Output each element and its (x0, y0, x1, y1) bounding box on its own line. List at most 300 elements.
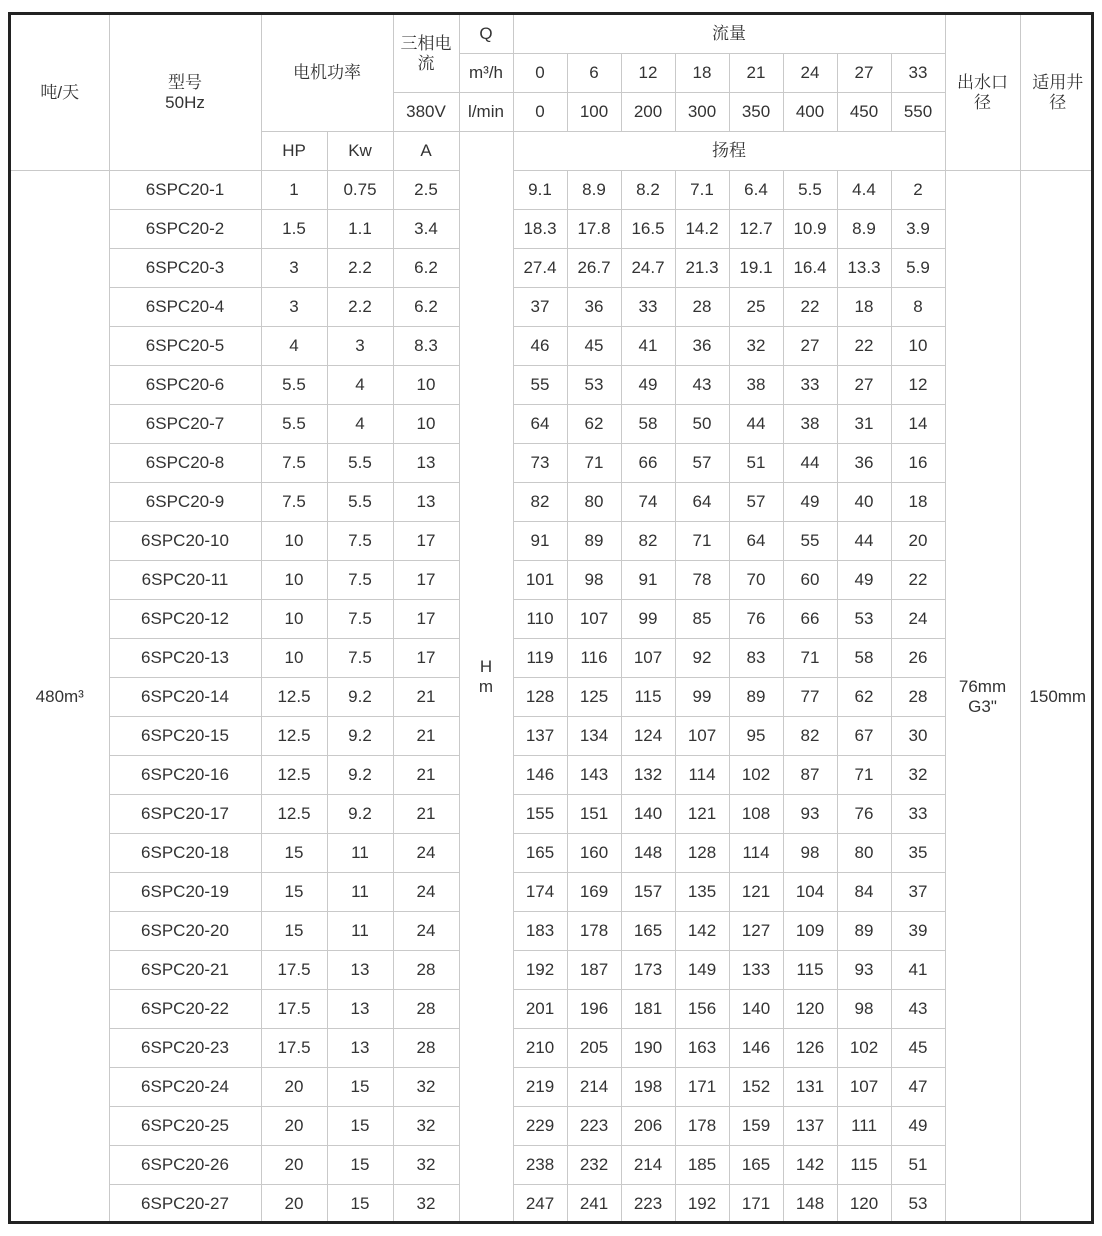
head-cell: 3.9 (891, 210, 945, 249)
table-row (11, 327, 1094, 366)
kw-cell: 7.5 (327, 639, 393, 678)
amp-cell: 17 (393, 522, 459, 561)
head-cell: 36 (837, 444, 891, 483)
model-cell: 6SPC20-22 (109, 990, 261, 1029)
model-cell: 6SPC20-6 (109, 366, 261, 405)
head-cell: 22 (837, 327, 891, 366)
head-cell: 128 (675, 834, 729, 873)
head-cell: 62 (837, 678, 891, 717)
head-cell: 38 (729, 366, 783, 405)
head-cell: 26.7 (567, 249, 621, 288)
head-cell: 7.1 (675, 171, 729, 210)
kw-cell: 5.5 (327, 444, 393, 483)
model-cell: 6SPC20-16 (109, 756, 261, 795)
head-cell: 12.7 (729, 210, 783, 249)
head-cell: 174 (513, 873, 567, 912)
hp-header: HP (261, 132, 327, 171)
head-cell: 49 (891, 1107, 945, 1146)
current-label-line2: 流 (417, 53, 435, 73)
hp-cell: 20 (261, 1068, 327, 1107)
kw-cell: 15 (327, 1068, 393, 1107)
head-cell: 41 (621, 327, 675, 366)
head-cell: 119 (513, 639, 567, 678)
amp-cell: 32 (393, 1185, 459, 1224)
model-cell: 6SPC20-4 (109, 288, 261, 327)
kw-cell: 15 (327, 1107, 393, 1146)
head-cell: 51 (729, 444, 783, 483)
head-cell: 64 (675, 483, 729, 522)
table-row (11, 795, 1094, 834)
head-cell: 85 (675, 600, 729, 639)
table-row (11, 756, 1094, 795)
header-row-1 (11, 15, 1094, 54)
head-cell: 110 (513, 600, 567, 639)
head-cell: 102 (837, 1029, 891, 1068)
head-cell: 148 (621, 834, 675, 873)
kw-cell: 0.75 (327, 171, 393, 210)
head-cell: 128 (513, 678, 567, 717)
model-cell: 6SPC20-1 (109, 171, 261, 210)
flow-lmin-cell: 400 (783, 93, 837, 132)
head-cell: 89 (567, 522, 621, 561)
model-cell: 6SPC20-14 (109, 678, 261, 717)
head-cell: 12 (891, 366, 945, 405)
flow-m3h-cell: 6 (567, 54, 621, 93)
hp-cell: 12.5 (261, 678, 327, 717)
hp-cell: 12.5 (261, 756, 327, 795)
hp-cell: 5.5 (261, 405, 327, 444)
table-row (11, 366, 1094, 405)
head-cell: 8.9 (837, 210, 891, 249)
head-cell: 93 (783, 795, 837, 834)
pump-spec-table (11, 15, 1094, 1224)
table-row (11, 288, 1094, 327)
head-header: 扬程 (513, 132, 945, 171)
hp-cell: 15 (261, 912, 327, 951)
head-cell: 183 (513, 912, 567, 951)
amp-cell: 32 (393, 1068, 459, 1107)
head-cell: 28 (675, 288, 729, 327)
unit-lmin: l/min (459, 93, 513, 132)
hp-cell: 7.5 (261, 483, 327, 522)
head-cell: 6.4 (729, 171, 783, 210)
head-cell: 66 (621, 444, 675, 483)
head-cell: 125 (567, 678, 621, 717)
amp-header: A (393, 132, 459, 171)
head-cell: 49 (837, 561, 891, 600)
motor-power-header: 电机功率 (261, 15, 393, 132)
head-cell: 10 (891, 327, 945, 366)
head-cell: 115 (783, 951, 837, 990)
head-cell: 151 (567, 795, 621, 834)
head-cell: 71 (783, 639, 837, 678)
head-cell: 17.8 (567, 210, 621, 249)
head-cell: 18 (837, 288, 891, 327)
table-row (11, 444, 1094, 483)
head-cell: 33 (783, 366, 837, 405)
head-cell: 33 (891, 795, 945, 834)
head-cell: 115 (837, 1146, 891, 1185)
head-cell: 98 (567, 561, 621, 600)
well-label-line2: 径 (1049, 92, 1067, 112)
flow-header: 流量 (513, 15, 945, 54)
head-cell: 4.4 (837, 171, 891, 210)
head-cell: 74 (621, 483, 675, 522)
model-cell: 6SPC20-24 (109, 1068, 261, 1107)
head-cell: 27.4 (513, 249, 567, 288)
head-cell: 77 (783, 678, 837, 717)
model-cell: 6SPC20-8 (109, 444, 261, 483)
head-cell: 33 (621, 288, 675, 327)
head-cell: 181 (621, 990, 675, 1029)
model-cell: 6SPC20-23 (109, 1029, 261, 1068)
outlet-label-line2: 径 (974, 92, 991, 112)
table-row (11, 561, 1094, 600)
head-cell: 171 (729, 1185, 783, 1224)
head-cell: 49 (783, 483, 837, 522)
head-cell: 14.2 (675, 210, 729, 249)
head-cell: 223 (567, 1107, 621, 1146)
head-cell: 20 (891, 522, 945, 561)
kw-cell: 1.1 (327, 210, 393, 249)
head-cell: 66 (783, 600, 837, 639)
flow-m3h-cell: 0 (513, 54, 567, 93)
head-cell: 98 (783, 834, 837, 873)
amp-cell: 13 (393, 444, 459, 483)
head-cell: 10.9 (783, 210, 837, 249)
head-cell: 95 (729, 717, 783, 756)
hp-cell: 10 (261, 639, 327, 678)
head-cell: 160 (567, 834, 621, 873)
well-cell: 150mm (1020, 171, 1094, 1224)
hp-cell: 17.5 (261, 951, 327, 990)
head-cell: 120 (837, 1185, 891, 1224)
kw-cell: 5.5 (327, 483, 393, 522)
amp-cell: 3.4 (393, 210, 459, 249)
model-cell: 6SPC20-20 (109, 912, 261, 951)
head-cell: 80 (567, 483, 621, 522)
head-cell: 146 (513, 756, 567, 795)
table-row (11, 678, 1094, 717)
head-cell: 38 (783, 405, 837, 444)
hp-cell: 20 (261, 1185, 327, 1224)
head-cell: 37 (891, 873, 945, 912)
hp-cell: 17.5 (261, 1029, 327, 1068)
head-cell: 107 (837, 1068, 891, 1107)
head-cell: 223 (621, 1185, 675, 1224)
head-cell: 93 (837, 951, 891, 990)
flow-lmin-cell: 100 (567, 93, 621, 132)
head-cell: 40 (837, 483, 891, 522)
amp-cell: 8.3 (393, 327, 459, 366)
head-cell: 53 (567, 366, 621, 405)
head-cell: 92 (675, 639, 729, 678)
table-row (11, 249, 1094, 288)
amp-cell: 13 (393, 483, 459, 522)
amp-cell: 24 (393, 873, 459, 912)
hp-cell: 3 (261, 288, 327, 327)
head-cell: 127 (729, 912, 783, 951)
spec-table-frame (8, 12, 1094, 1224)
amp-cell: 6.2 (393, 288, 459, 327)
hp-cell: 10 (261, 561, 327, 600)
model-cell: 6SPC20-27 (109, 1185, 261, 1224)
head-cell: 49 (621, 366, 675, 405)
head-cell: 5.5 (783, 171, 837, 210)
head-cell: 71 (837, 756, 891, 795)
amp-cell: 17 (393, 561, 459, 600)
head-cell: 45 (891, 1029, 945, 1068)
table-row (11, 1185, 1094, 1224)
amp-cell: 10 (393, 366, 459, 405)
kw-cell: 13 (327, 951, 393, 990)
amp-cell: 28 (393, 1029, 459, 1068)
amp-cell: 21 (393, 717, 459, 756)
amp-cell: 21 (393, 795, 459, 834)
head-cell: 50 (675, 405, 729, 444)
head-cell: 27 (837, 366, 891, 405)
model-cell: 6SPC20-5 (109, 327, 261, 366)
model-cell: 6SPC20-2 (109, 210, 261, 249)
head-cell: 190 (621, 1029, 675, 1068)
kw-cell: 4 (327, 405, 393, 444)
head-cell: 2 (891, 171, 945, 210)
capacity-cell: 480m³ (11, 171, 109, 1224)
head-cell: 192 (513, 951, 567, 990)
head-cell: 60 (783, 561, 837, 600)
head-cell: 87 (783, 756, 837, 795)
model-cell: 6SPC20-21 (109, 951, 261, 990)
hp-cell: 4 (261, 327, 327, 366)
head-cell: 109 (783, 912, 837, 951)
kw-cell: 9.2 (327, 678, 393, 717)
model-cell: 6SPC20-13 (109, 639, 261, 678)
head-cell: 8 (891, 288, 945, 327)
table-row (11, 639, 1094, 678)
head-cell: 137 (783, 1107, 837, 1146)
flow-lmin-cell: 0 (513, 93, 567, 132)
head-cell: 13.3 (837, 249, 891, 288)
table-row (11, 522, 1094, 561)
head-cell: 21.3 (675, 249, 729, 288)
table-row (11, 951, 1094, 990)
head-cell: 149 (675, 951, 729, 990)
model-cell: 6SPC20-11 (109, 561, 261, 600)
kw-cell: 7.5 (327, 522, 393, 561)
head-cell: 46 (513, 327, 567, 366)
voltage-label: 380V (393, 93, 459, 132)
head-cell: 91 (621, 561, 675, 600)
head-cell: 57 (729, 483, 783, 522)
head-cell: 107 (567, 600, 621, 639)
table-row (11, 1068, 1094, 1107)
head-cell: 37 (513, 288, 567, 327)
head-cell: 107 (621, 639, 675, 678)
head-cell: 80 (837, 834, 891, 873)
head-cell: 25 (729, 288, 783, 327)
kw-cell: 2.2 (327, 288, 393, 327)
head-cell: 102 (729, 756, 783, 795)
head-cell: 76 (729, 600, 783, 639)
q-header: Q (459, 15, 513, 54)
amp-cell: 32 (393, 1146, 459, 1185)
kw-cell: 3 (327, 327, 393, 366)
kw-header: Kw (327, 132, 393, 171)
head-cell: 16.4 (783, 249, 837, 288)
head-cell: 229 (513, 1107, 567, 1146)
head-cell: 133 (729, 951, 783, 990)
head-cell: 210 (513, 1029, 567, 1068)
head-unit-cell (459, 132, 513, 1224)
model-cell: 6SPC20-10 (109, 522, 261, 561)
head-cell: 82 (513, 483, 567, 522)
head-cell: 83 (729, 639, 783, 678)
head-cell: 192 (675, 1185, 729, 1224)
amp-cell: 21 (393, 678, 459, 717)
table-row (11, 834, 1094, 873)
flow-lmin-cell: 450 (837, 93, 891, 132)
head-cell: 99 (675, 678, 729, 717)
head-cell: 84 (837, 873, 891, 912)
head-cell: 140 (729, 990, 783, 1029)
head-cell: 58 (621, 405, 675, 444)
amp-cell: 6.2 (393, 249, 459, 288)
head-cell: 30 (891, 717, 945, 756)
head-cell: 232 (567, 1146, 621, 1185)
head-cell: 120 (783, 990, 837, 1029)
model-cell: 6SPC20-15 (109, 717, 261, 756)
head-cell: 64 (513, 405, 567, 444)
table-row (11, 405, 1094, 444)
head-cell: 28 (891, 678, 945, 717)
head-cell: 53 (837, 600, 891, 639)
well-header (1020, 15, 1094, 171)
head-cell: 159 (729, 1107, 783, 1146)
hp-cell: 20 (261, 1146, 327, 1185)
model-label: 型号 (168, 72, 202, 92)
flow-m3h-cell: 33 (891, 54, 945, 93)
head-cell: 143 (567, 756, 621, 795)
table-row (11, 210, 1094, 249)
head-cell: 71 (675, 522, 729, 561)
head-cell: 64 (729, 522, 783, 561)
head-cell: 76 (837, 795, 891, 834)
table-row (11, 717, 1094, 756)
head-cell: 51 (891, 1146, 945, 1185)
kw-cell: 11 (327, 873, 393, 912)
head-cell: 201 (513, 990, 567, 1029)
head-cell: 134 (567, 717, 621, 756)
head-cell: 187 (567, 951, 621, 990)
hp-cell: 1 (261, 171, 327, 210)
head-cell: 24.7 (621, 249, 675, 288)
head-cell: 82 (621, 522, 675, 561)
model-cell: 6SPC20-17 (109, 795, 261, 834)
head-cell: 142 (783, 1146, 837, 1185)
head-cell: 104 (783, 873, 837, 912)
unit-m3h: m³/h (459, 54, 513, 93)
head-cell: 148 (783, 1185, 837, 1224)
table-row (11, 1029, 1094, 1068)
spec-table-body (11, 15, 1094, 1223)
head-cell: 45 (567, 327, 621, 366)
flow-m3h-cell: 27 (837, 54, 891, 93)
outlet-header (945, 15, 1020, 171)
model-cell: 6SPC20-9 (109, 483, 261, 522)
flow-m3h-cell: 18 (675, 54, 729, 93)
head-cell: 71 (567, 444, 621, 483)
head-cell: 107 (675, 717, 729, 756)
head-cell: 173 (621, 951, 675, 990)
head-cell: 163 (675, 1029, 729, 1068)
kw-cell: 2.2 (327, 249, 393, 288)
head-cell: 44 (783, 444, 837, 483)
hp-cell: 7.5 (261, 444, 327, 483)
head-cell: 137 (513, 717, 567, 756)
head-cell: 171 (675, 1068, 729, 1107)
head-cell: 135 (675, 873, 729, 912)
amp-cell: 28 (393, 990, 459, 1029)
hp-cell: 1.5 (261, 210, 327, 249)
kw-cell: 11 (327, 912, 393, 951)
amp-cell: 10 (393, 405, 459, 444)
head-cell: 99 (621, 600, 675, 639)
head-cell: 19.1 (729, 249, 783, 288)
head-cell: 198 (621, 1068, 675, 1107)
head-cell: 247 (513, 1185, 567, 1224)
head-cell: 16.5 (621, 210, 675, 249)
head-cell: 157 (621, 873, 675, 912)
head-cell: 26 (891, 639, 945, 678)
head-cell: 178 (675, 1107, 729, 1146)
head-cell: 241 (567, 1185, 621, 1224)
frequency-label: 50Hz (165, 92, 205, 112)
head-cell: 27 (783, 327, 837, 366)
head-cell: 67 (837, 717, 891, 756)
kw-cell: 13 (327, 990, 393, 1029)
amp-cell: 28 (393, 951, 459, 990)
amp-cell: 24 (393, 834, 459, 873)
hp-cell: 15 (261, 873, 327, 912)
table-row (11, 912, 1094, 951)
head-cell: 165 (621, 912, 675, 951)
kw-cell: 15 (327, 1146, 393, 1185)
model-cell: 6SPC20-7 (109, 405, 261, 444)
hp-cell: 17.5 (261, 990, 327, 1029)
outlet-cell (945, 171, 1020, 1224)
head-cell: 101 (513, 561, 567, 600)
head-cell: 14 (891, 405, 945, 444)
model-cell: 6SPC20-25 (109, 1107, 261, 1146)
table-row (11, 600, 1094, 639)
head-cell: 35 (891, 834, 945, 873)
head-cell: 43 (891, 990, 945, 1029)
head-cell: 43 (675, 366, 729, 405)
hp-cell: 3 (261, 249, 327, 288)
head-cell: 9.1 (513, 171, 567, 210)
head-cell: 22 (783, 288, 837, 327)
head-cell: 156 (675, 990, 729, 1029)
head-cell: 22 (891, 561, 945, 600)
head-cell: 132 (621, 756, 675, 795)
head-cell: 206 (621, 1107, 675, 1146)
flow-m3h-cell: 12 (621, 54, 675, 93)
head-cell: 41 (891, 951, 945, 990)
head-cell: 18.3 (513, 210, 567, 249)
model-header (109, 15, 261, 171)
head-cell: 55 (513, 366, 567, 405)
table-row (11, 1146, 1094, 1185)
